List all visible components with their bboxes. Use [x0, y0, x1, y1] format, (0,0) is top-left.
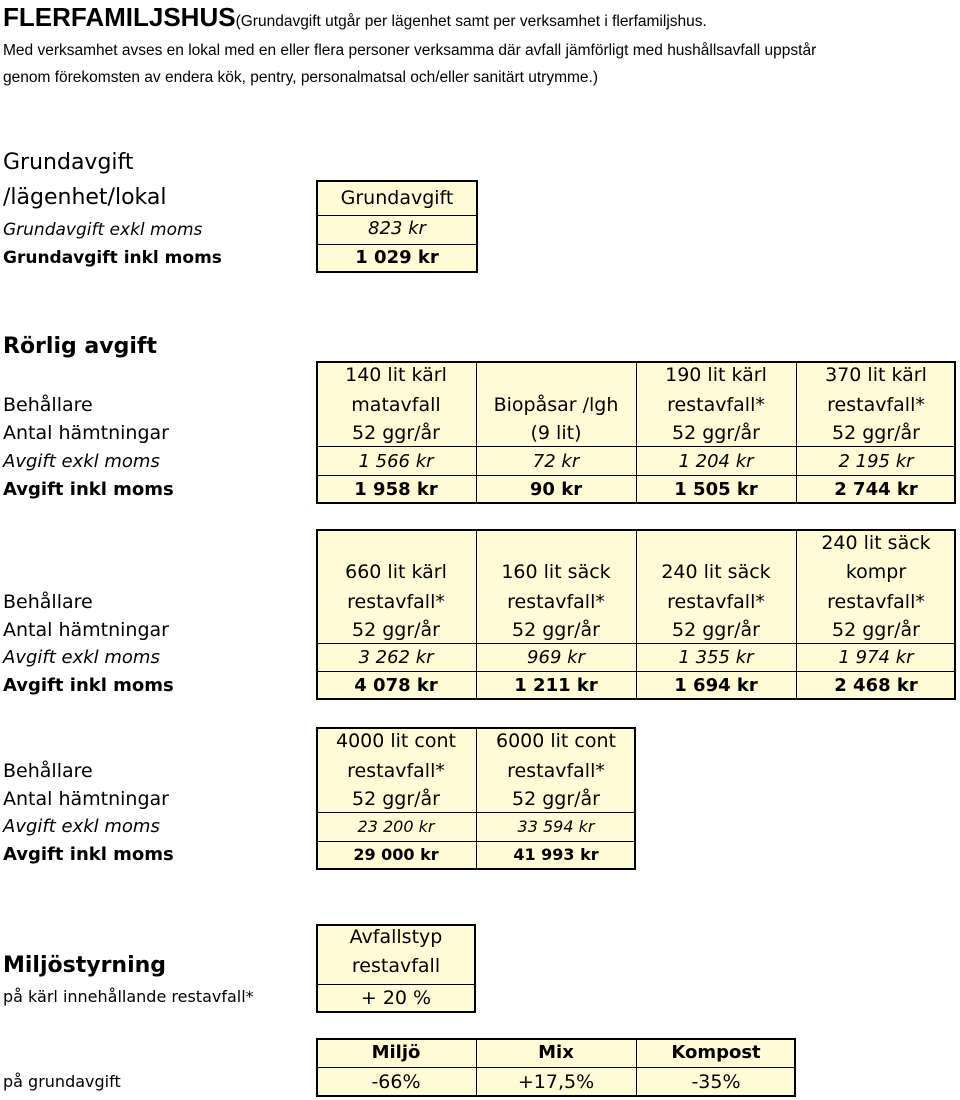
g3-behallare-label: Behållare [3, 760, 93, 782]
g2-c0-inkl: 4 078 kr [354, 675, 438, 696]
g2-c1-inkl: 1 211 kr [514, 675, 598, 696]
page-title: FLERFAMILJSHUS [3, 2, 236, 32]
g2-c0-l3: 52 ggr/år [351, 619, 440, 641]
miljo-rest-label: på kärl innehållande restavfall* [3, 987, 254, 1006]
grund-exkl-value: 823 kr [368, 218, 426, 239]
grund-heading-1: Grundavgift [3, 150, 134, 175]
g2-c2-l1: 240 lit säck [661, 561, 771, 583]
g2-antal-label: Antal hämtningar [3, 619, 169, 641]
rorlig-heading: Rörlig avgift [3, 334, 157, 359]
g3-c0-l2: restavfall* [347, 760, 445, 782]
g2-c0-exkl: 3 262 kr [358, 647, 434, 668]
g1-c0-exkl: 1 566 kr [358, 451, 434, 472]
grund-col-header: Grundavgift [340, 187, 454, 209]
g3-c0-inkl: 29 000 kr [353, 845, 439, 864]
g2-c2-l2: restavfall* [667, 591, 765, 613]
g2-c3-l1: kompr [845, 561, 907, 583]
g2-exkl-label: Avgift exkl moms [3, 647, 160, 668]
g3-c1-l3: 52 ggr/år [511, 788, 600, 810]
g2-c2-inkl: 1 694 kr [674, 675, 758, 696]
g1-inkl-label: Avgift inkl moms [3, 479, 174, 500]
g2-c3-exkl: 1 974 kr [838, 647, 914, 668]
g3-c0-exkl: 23 200 kr [357, 817, 435, 836]
g1-c3-exkl: 2 195 kr [838, 451, 914, 472]
g2-c2-exkl: 1 355 kr [678, 647, 754, 668]
g1-c3-l3: 52 ggr/år [831, 422, 920, 444]
g2-c0-l1: 660 lit kärl [345, 561, 447, 583]
g1-c2-l2: restavfall* [667, 394, 765, 416]
g1-c1-exkl: 72 kr [532, 451, 580, 472]
miljo-val-kompost: -35% [691, 1071, 741, 1093]
miljo-type-value: + 20 % [360, 987, 432, 1009]
g1-c2-inkl: 1 505 kr [674, 479, 758, 500]
g3-c1-l1: 6000 lit cont [495, 730, 616, 752]
header [3, 4, 953, 30]
miljo-val-miljo: -66% [371, 1071, 421, 1093]
g1-c0-inkl: 1 958 kr [354, 479, 438, 500]
g3-inkl-label: Avgift inkl moms [3, 844, 174, 865]
g1-c1-inkl: 90 kr [529, 479, 583, 500]
miljo-type-l1: Avfallstyp [349, 926, 443, 948]
g3-antal-label: Antal hämtningar [3, 788, 169, 810]
g2-c3-l0: 240 lit säck [821, 532, 931, 554]
miljo-type-l2: restavfall [351, 955, 441, 977]
header-line-2: Med verksamhet avses en lokal med en eller flera personer verksamma där avfall jämförligt med hushållsavfall uppstår [3, 42, 817, 59]
miljo-val-mix: +17,5% [517, 1071, 595, 1093]
g1-c2-l1: 190 lit kärl [665, 364, 767, 386]
g1-c0-l3: 52 ggr/år [351, 422, 440, 444]
g3-c0-l1: 4000 lit cont [335, 730, 456, 752]
miljo-col-miljo: Miljö [371, 1042, 421, 1063]
g1-c0-l2: matavfall [351, 394, 441, 416]
miljo-col-mix: Mix [538, 1042, 574, 1063]
g1-behallare-label: Behållare [3, 394, 93, 416]
g1-exkl-label: Avgift exkl moms [3, 451, 160, 472]
g1-c1-l2: Biopåsar /lgh [493, 394, 619, 416]
header-line-3: genom förekomsten av endera kök, pentry, personalmatsal och/eller sanitärt utrymme.) [3, 69, 599, 86]
g2-c3-inkl: 2 468 kr [834, 675, 918, 696]
g2-c1-l2: restavfall* [507, 591, 605, 613]
g1-antal-label: Antal hämtningar [3, 422, 169, 444]
grund-exkl-label: Grundavgift exkl moms [3, 220, 203, 240]
g3-c1-inkl: 41 993 kr [513, 845, 599, 864]
g1-c0-l1: 140 lit kärl [345, 364, 447, 386]
grund-inkl-value: 1 029 kr [355, 247, 439, 268]
g2-c3-l3: 52 ggr/år [831, 619, 920, 641]
g2-behallare-label: Behållare [3, 591, 93, 613]
title-note: (Grundavgift utgår per lägenhet samt per verksamhet i flerfamiljshus. [235, 13, 707, 30]
g2-c2-l3: 52 ggr/år [671, 619, 760, 641]
g1-c1-l3: (9 lit) [530, 422, 582, 444]
grund-inkl-label: Grundavgift inkl moms [3, 248, 222, 268]
g3-c0-l3: 52 ggr/år [351, 788, 440, 810]
g2-c1-l3: 52 ggr/år [511, 619, 600, 641]
g1-c3-inkl: 2 744 kr [834, 479, 918, 500]
miljo-heading: Miljöstyrning [3, 953, 167, 978]
g1-c3-l1: 370 lit kärl [825, 364, 927, 386]
g3-c1-exkl: 33 594 kr [517, 817, 595, 836]
g2-c1-exkl: 969 kr [527, 647, 585, 668]
miljo-grund-label: på grundavgift [3, 1072, 121, 1091]
g2-c0-l2: restavfall* [347, 591, 445, 613]
g2-inkl-label: Avgift inkl moms [3, 675, 174, 696]
g2-c3-l2: restavfall* [827, 591, 925, 613]
grund-heading-2: /lägenhet/lokal [3, 185, 167, 210]
g1-c2-l3: 52 ggr/år [671, 422, 760, 444]
g1-c3-l2: restavfall* [827, 394, 925, 416]
g3-exkl-label: Avgift exkl moms [3, 816, 160, 837]
g1-c2-exkl: 1 204 kr [678, 451, 754, 472]
g3-c1-l2: restavfall* [507, 760, 605, 782]
g2-c1-l1: 160 lit säck [501, 561, 611, 583]
miljo-col-kompost: Kompost [671, 1042, 761, 1063]
